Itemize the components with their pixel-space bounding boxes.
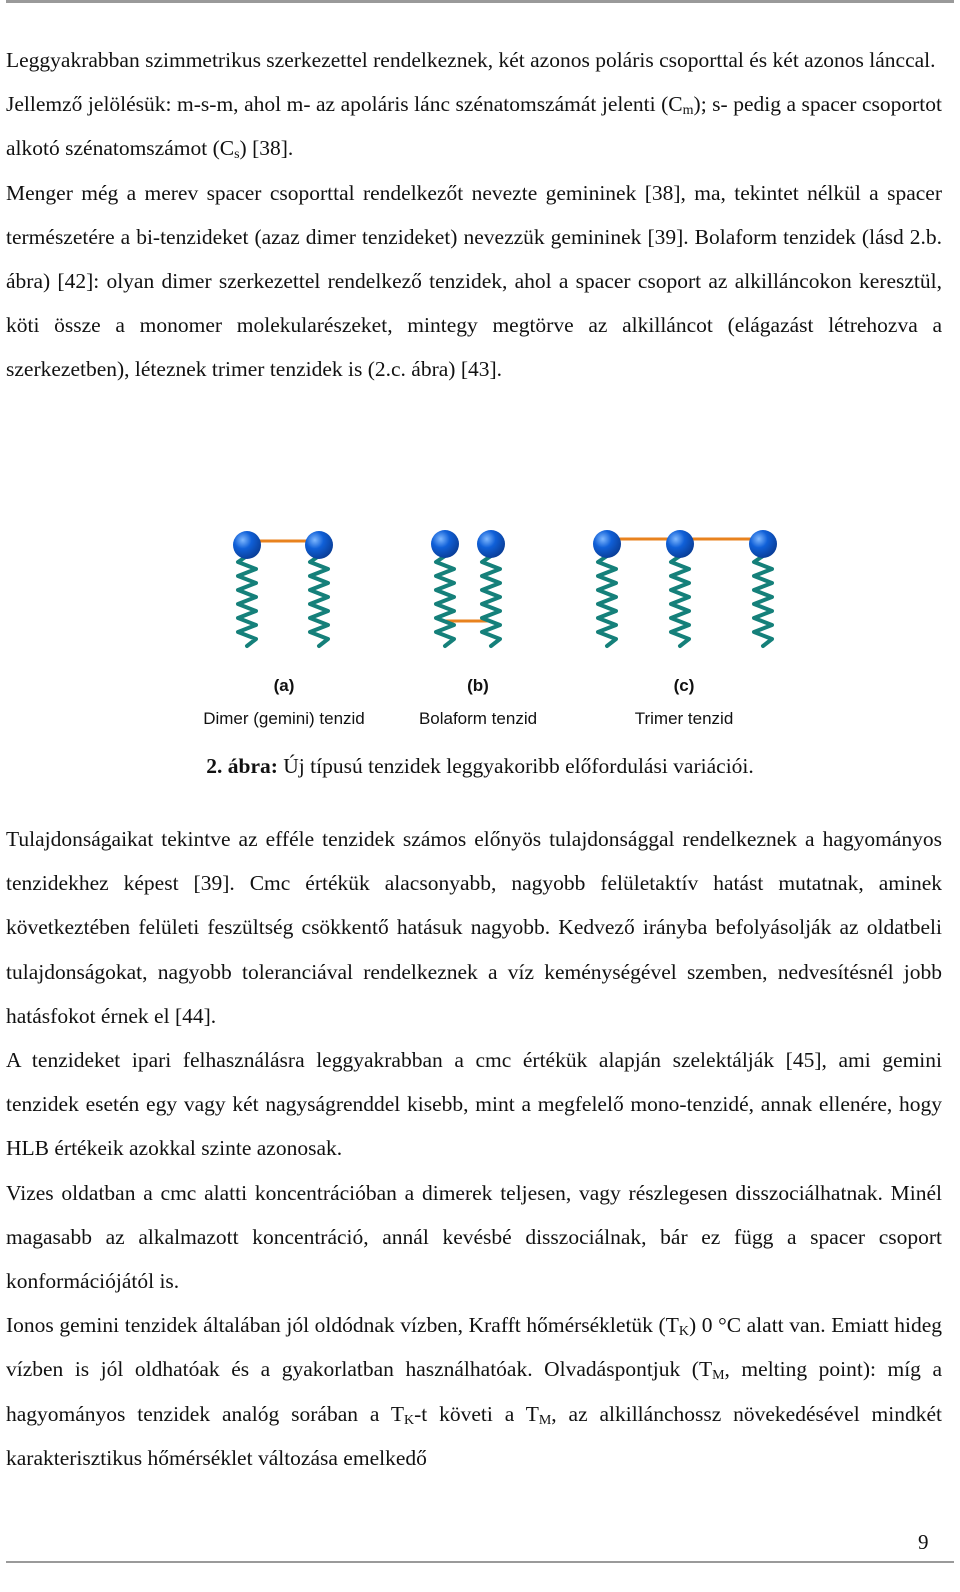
figure-caption — [0, 748, 960, 784]
tail-chain — [482, 556, 500, 646]
polar-head — [305, 531, 333, 559]
paragraph: A tenzideket ipari felhasználásra leggyakrabban a cmc értékük alapján szelektálják [45], ami gemini tenzidek esetén egy vagy két nagyságrenddel kisebb, mint a megfelelő mono-tenzidé, annak ellenére, hogy HLB értékeik azokkal szinte azonosak. — [6, 1048, 942, 1161]
tail-chain — [310, 556, 328, 646]
bottom-rule — [6, 1561, 954, 1563]
paragraph: Menger még a merev spacer csoporttal rendelkezőt nevezte gemininek [38], ma, tekintet nélkül a spacer természetére a bi-tenzideket (azaz dimer tenzideket) nevezzük gemininek [39]. Bolaform tenzidek (lásd 2.b. ábra) [42]: olyan dimer szerkezettel rendelkező tenzidek, ahol a spacer csoport az alkilláncokon keresztül, köti össze a monomer molekularészeket, mintegy megtörve az alkilláncot (elágazást létrehozva a szerkezetben), léteznek trimer tenzidek is (2.c. ábra) [43]. — [6, 180, 942, 382]
paragraph: Tulajdonságaikat tekintve az efféle tenzidek számos előnyös tulajdonsággal rendelkeznek a hagyományos tenzidekhez képest [39]. Cmc értékük alacsonyabb, nagyobb felületaktív hatást mutatnak, aminek következtében felületi feszültség csökkentő hatásuk nagyobb. Kedvező irányba befolyásolják az oldatbeli tulajdonságokat, nagyobb toleranciával rendelkeznek a víz keménységével szemben, nedvesítésnél jobb hatásfokot érnek el [44]. — [6, 827, 942, 1028]
tail-chain — [671, 556, 689, 646]
polar-head — [431, 530, 459, 558]
top-rule — [6, 0, 954, 3]
polar-head — [233, 531, 261, 559]
paragraph: Ionos gemini tenzidek általában jól oldódnak vízben, Krafft hőmérsékletük $(T_K)$ 0 °C alatt van. Emiatt hideg vízben is jól oldhatóak és a gyakorlatban használhatóak. Olvadáspontjuk ($T_M$, melting point): míg a hagyományos tenzidek analóg sorában a $T_K-t$ követi a $T_M$, az alkillánchossz növekedésével mindkét karakterisztikus hőmérséklet változása emelkedő — [6, 1313, 942, 1470]
tail-chain — [754, 556, 772, 646]
text-block-top — [6, 38, 942, 392]
paragraph: Vizes oldatban a cmc alatti koncentrációban a dimerek teljesen, vagy részlegesen disszociálhatnak. Minél magasabb az alkalmazott koncentráció, annál kevésbé disszociálnak, bár ez függ a spacer csoport konformációjától is. — [6, 1180, 942, 1294]
tail-chain — [238, 556, 256, 646]
panel-letter-b: (b) — [467, 676, 489, 695]
figure-diagram — [180, 518, 780, 668]
figure-surfactant-types — [180, 518, 780, 738]
panel-name-c: Trimer tenzid — [634, 709, 734, 728]
paragraph: Leggyakrabban szimmetrikus szerkezettel rendelkeznek, két azonos poláris csoporttal és két azonos lánccal. — [6, 48, 936, 72]
panel-name-a: Dimer (gemini) tenzid — [203, 709, 365, 728]
polar-head — [593, 530, 621, 558]
text-block-bottom — [6, 817, 942, 1480]
polar-head — [477, 530, 505, 558]
panel-name-b: Bolaform tenzid — [418, 709, 538, 728]
panel-letter-a: (a) — [273, 676, 295, 695]
tail-chain — [598, 556, 616, 646]
polar-head — [666, 530, 694, 558]
page-number: 9 — [918, 1530, 929, 1554]
paragraph: Jellemző jelölésük: m-s-m, ahol m- az apoláris lánc szénatomszámát jelenti $(C_m)$; s- pedig a spacer csoportot alkotó szénatomszámot $(C_s)$ [38]. — [6, 92, 942, 163]
tail-chain — [436, 556, 454, 646]
panel-letter-c: (c) — [673, 676, 695, 695]
polar-head — [749, 530, 777, 558]
caption-text: Új típusú tenzidek leggyakoribb előfordulási variációi. — [277, 754, 754, 778]
caption-label: 2. ábra: — [206, 754, 278, 778]
